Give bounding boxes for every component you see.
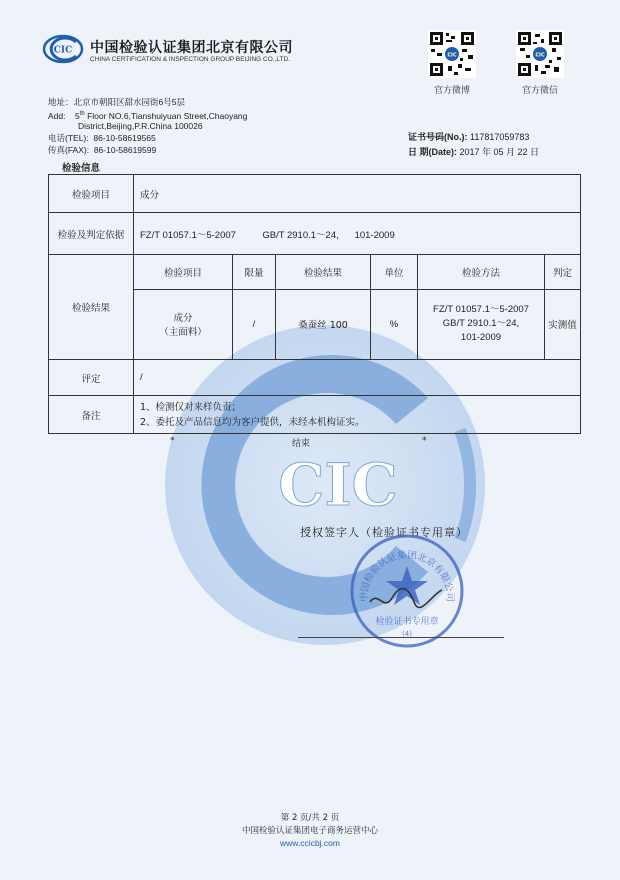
notes-value bbox=[134, 396, 581, 434]
row-method bbox=[418, 289, 545, 359]
page-number: 第 2 页/共 2 页 bbox=[280, 813, 340, 823]
table-row bbox=[49, 360, 581, 396]
eval-value: / bbox=[134, 360, 581, 396]
results-label: 检验结果 bbox=[49, 255, 134, 360]
row-method-1: FZ/T 01057.1～5-2007 bbox=[433, 304, 529, 316]
watermark-text: CIC bbox=[278, 451, 398, 519]
certificate-number bbox=[408, 130, 529, 143]
company-name-cn: 中国检验认证集团北京有限公司 bbox=[90, 40, 293, 56]
cert-no-label: 证书号码(No.): bbox=[408, 132, 468, 142]
basis-value bbox=[134, 213, 581, 255]
basis-value-1: FZ/T 01057.1～5-2007 bbox=[140, 229, 236, 241]
row-item bbox=[134, 289, 233, 359]
col-result: 检验结果 bbox=[276, 255, 371, 289]
table-row bbox=[49, 213, 581, 255]
col-method: 检验方法 bbox=[418, 255, 545, 289]
address-cn: 地址：北京市朝阳区甜水园街6号5层 bbox=[48, 97, 185, 107]
col-limit: 限量 bbox=[233, 255, 276, 289]
basis-value-3: 101-2009 bbox=[354, 229, 395, 241]
tel-label: 电话(TEL): bbox=[48, 133, 89, 143]
inspection-table bbox=[48, 174, 581, 434]
row-method-2: GB/T 2910.1～24, bbox=[442, 318, 520, 330]
results-data-row bbox=[134, 289, 580, 359]
basis-label: 检验及判定依据 bbox=[49, 213, 134, 255]
end-star-right: * bbox=[422, 436, 427, 446]
note-1: 1、检测仅对来样负责； bbox=[140, 401, 242, 413]
eval-label: 评定 bbox=[49, 360, 134, 396]
row-method-3: 101-2009 bbox=[460, 332, 502, 344]
basis-value-2: GB/T 2910.1～24, bbox=[262, 229, 339, 241]
end-text: 结束 bbox=[292, 439, 311, 449]
company-name-en: CHINA CERTIFICATION & INSPECTION GROUP BEIJING CO.,LTD. bbox=[90, 56, 290, 63]
table-row bbox=[49, 175, 581, 213]
notes-label: 备注 bbox=[49, 396, 134, 434]
results-cell bbox=[134, 255, 581, 360]
row-unit: % bbox=[371, 289, 418, 359]
wechat-qr-code-icon[interactable] bbox=[516, 30, 564, 78]
cert-date-value: 2017 年 05 月 22 日 bbox=[459, 147, 540, 157]
tel-line bbox=[48, 133, 156, 144]
row-result: 桑蚕丝 100 bbox=[276, 289, 371, 359]
address-floor-sup: th bbox=[79, 111, 85, 117]
wechat-label: 官方微信 bbox=[521, 86, 558, 96]
col-unit: 单位 bbox=[371, 255, 418, 289]
results-header-row bbox=[134, 255, 580, 289]
footer-org: 中国检验认证集团电子商务运营中心 bbox=[241, 826, 378, 836]
signature-line bbox=[298, 637, 504, 638]
footer-url[interactable]: www.ccicbj.com bbox=[280, 838, 340, 848]
weibo-label: 官方微博 bbox=[433, 86, 470, 96]
results-table bbox=[134, 255, 580, 359]
section-title: 检验信息 bbox=[62, 163, 101, 174]
logo-text: CIC bbox=[53, 45, 73, 56]
qr-logo-text: CIC bbox=[535, 52, 545, 59]
item-value: 成分 bbox=[134, 175, 581, 213]
address-en-label: Add: bbox=[48, 110, 66, 121]
col-judgement: 判定 bbox=[545, 255, 581, 289]
signatory-label: 授权签字人（检验证书专用章） bbox=[300, 526, 468, 539]
fax-line bbox=[48, 145, 156, 156]
row-limit: / bbox=[233, 289, 276, 359]
table-row bbox=[49, 255, 581, 360]
fax-value: 86-10-58619599 bbox=[93, 145, 157, 155]
row-judgement: 实测值 bbox=[545, 289, 581, 359]
qr-logo-text: CIC bbox=[447, 52, 457, 59]
seal-number: (4) bbox=[402, 630, 412, 638]
official-seal-icon bbox=[348, 532, 466, 650]
table-row bbox=[49, 396, 581, 434]
certificate-date bbox=[408, 145, 539, 158]
col-item: 检验项目 bbox=[134, 255, 233, 289]
cic-logo-icon bbox=[42, 34, 84, 64]
end-star-left: * bbox=[170, 436, 175, 446]
fax-label: 传真(FAX): bbox=[48, 145, 90, 155]
item-label: 检验项目 bbox=[49, 175, 134, 213]
address-floor-num: 5 bbox=[74, 110, 80, 121]
address-en-rest: Floor NO.6,Tianshuiyuan Street,Chaoyang bbox=[84, 110, 248, 121]
address-en-line2: District,Beijing,P.R.China 100026 bbox=[78, 121, 203, 131]
weibo-qr-code-icon[interactable] bbox=[428, 30, 476, 78]
row-item-sub: （主面料） bbox=[159, 327, 207, 339]
seal-text: 中国检验认证集团北京有限公司 bbox=[358, 549, 456, 602]
seal-bottom-text: 检验证书专用章 bbox=[375, 617, 439, 627]
tel-value: 86-10-58619565 bbox=[93, 133, 156, 143]
cert-no-value: 117817059783 bbox=[470, 132, 530, 142]
cert-date-label: 日 期(Date): bbox=[408, 147, 457, 157]
address-en-line1 bbox=[48, 109, 247, 122]
row-item-name: 成分 bbox=[173, 313, 193, 325]
note-2: 2、委托及产品信息均为客户提供，未经本机构证实。 bbox=[140, 416, 365, 428]
